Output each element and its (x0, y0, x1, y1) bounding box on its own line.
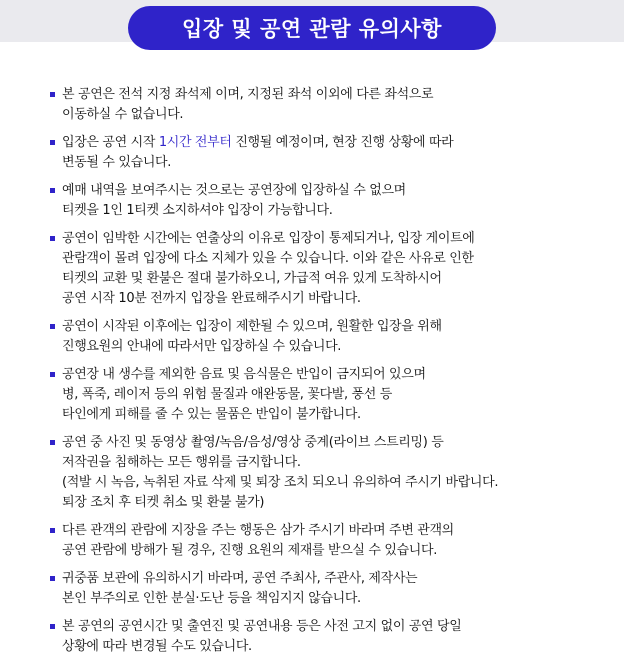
notice-line: 상황에 따라 변경될 수도 있습니다. (62, 639, 252, 654)
notice-line: 변동될 수 있습니다. (62, 155, 172, 170)
bullet-square-icon (50, 576, 55, 581)
notice-item (44, 85, 614, 125)
notice-item (44, 365, 614, 425)
bullet-square-icon (50, 92, 55, 97)
notice-text: 입장은 공연 시작 (62, 135, 159, 150)
bullet-square-icon (50, 372, 55, 377)
notice-item (44, 617, 614, 657)
notice-item (44, 521, 614, 561)
notice-line: 공연 관람에 방해가 될 경우, 진행 요원의 제재를 받으실 수 있습니다. (62, 543, 438, 558)
notice-text: 진행될 예정이며, 현장 진행 상황에 따라 (231, 135, 454, 150)
notice-item (44, 181, 614, 221)
notice-line: 저작권을 침해하는 모든 행위를 금지합니다. (62, 455, 301, 470)
bullet-square-icon (50, 188, 55, 193)
notice-item (44, 433, 614, 513)
notice-item (44, 133, 614, 173)
notice-line: 본 공연의 공연시간 및 출연진 및 공연내용 등은 사전 고지 없이 공연 당일 (62, 619, 462, 634)
notice-line: 본인 부주의로 인한 분실·도난 등을 책임지지 않습니다. (62, 591, 361, 606)
notice-line: (적발 시 녹음, 녹취된 자료 삭제 및 퇴장 조치 되오니 유의하여 주시기 바랍니다. (62, 475, 499, 490)
notice-line: 이동하실 수 없습니다. (62, 107, 184, 122)
highlighted-time-text: 1시간 전부터 (158, 135, 232, 150)
notice-list (44, 85, 614, 665)
title-banner (128, 6, 496, 50)
notice-line: 본 공연은 전석 지정 좌석제 이며, 지정된 좌석 이외에 다른 좌석으로 (62, 87, 434, 102)
notice-line: 예매 내역을 보여주시는 것으로는 공연장에 입장하실 수 없으며 (62, 183, 406, 198)
notice-line: 공연장 내 생수를 제외한 음료 및 음식물은 반입이 금지되어 있으며 (62, 367, 426, 382)
bullet-square-icon (50, 324, 55, 329)
page-title: 입장 및 공연 관람 유의사항 (182, 17, 442, 41)
notice-line (62, 133, 614, 153)
notice-line: 타인에게 피해를 줄 수 있는 물품은 반입이 불가합니다. (62, 407, 361, 422)
notice-line: 관람객이 몰려 입장에 다소 지체가 있을 수 있습니다. 이와 같은 사유로 인한 (62, 251, 474, 266)
notice-line: 귀중품 보관에 유의하시기 바라며, 공연 주최사, 주관사, 제작사는 (62, 571, 418, 586)
bullet-square-icon (50, 528, 55, 533)
bullet-square-icon (50, 140, 55, 145)
notice-line: 다른 관객의 관람에 지장을 주는 행동은 삼가 주시기 바라며 주변 관객의 (62, 523, 454, 538)
bullet-square-icon (50, 236, 55, 241)
notice-item (44, 569, 614, 609)
notice-item (44, 317, 614, 357)
bullet-square-icon (50, 440, 55, 445)
bullet-square-icon (50, 624, 55, 629)
notice-line: 퇴장 조치 후 티켓 취소 및 환불 불가) (62, 495, 265, 510)
notice-line: 병, 폭죽, 레이저 등의 위험 물질과 애완동물, 꽃다발, 풍선 등 (62, 387, 392, 402)
notice-line: 티켓의 교환 및 환불은 절대 불가하오니, 가급적 여유 있게 도착하시어 (62, 271, 442, 286)
notice-line: 공연이 임박한 시간에는 연출상의 이유로 입장이 통제되거나, 입장 게이트에 (62, 231, 475, 246)
notice-line: 공연이 시작된 이후에는 입장이 제한될 수 있으며, 원활한 입장을 위해 (62, 319, 442, 334)
notice-line: 티켓을 1인 1티켓 소지하셔야 입장이 가능합니다. (62, 203, 333, 218)
notice-line: 공연 중 사진 및 동영상 촬영/녹음/음성/영상 중계(라이브 스트리밍) 등 (62, 435, 444, 450)
notice-line: 진행요원의 안내에 따라서만 입장하실 수 있습니다. (62, 339, 342, 354)
notice-line: 공연 시작 10분 전까지 입장을 완료해주시기 바랍니다. (62, 291, 361, 306)
notice-item (44, 229, 614, 309)
